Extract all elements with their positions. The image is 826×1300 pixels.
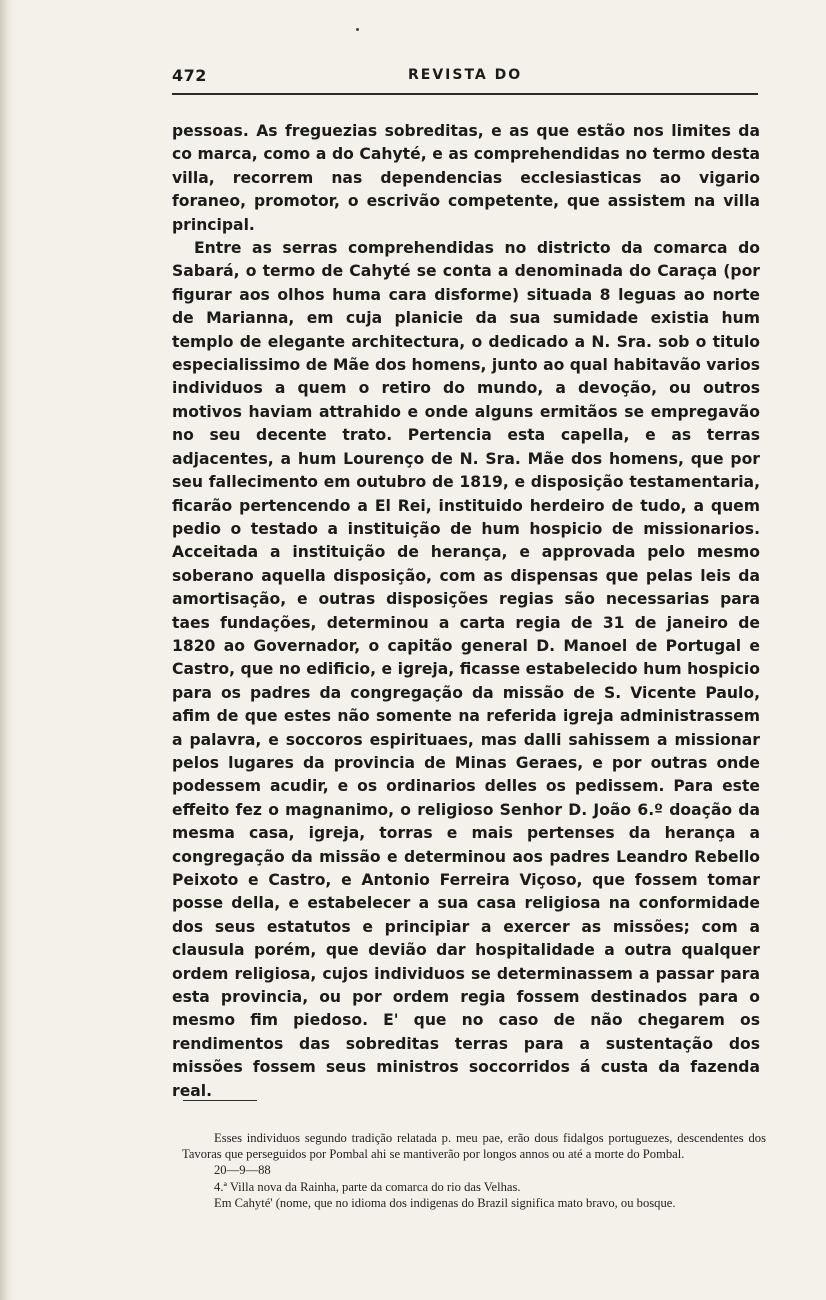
body-text (172, 120, 760, 1103)
page-binding-edge (0, 0, 14, 1300)
running-title: REVISTA DO (408, 67, 523, 83)
footnotes (182, 1130, 766, 1211)
page-number: 472 (172, 66, 207, 85)
paragraph: Entre as serras comprehendidas no districto da comarca do Sabará, o termo de Cahyté se conta a denominada do Caraça (por figurar aos olhos huma cara disforme) situada 8 leguas ao norte de Marianna, em cuja planicie da sua sumidade existia hum templo de elegante architectura, o dedicado a N. Sra. sob o titulo especialissimo de Mãe dos homens, junto ao qual habitavão varios individuos a quem o retiro do mundo, a devoção, ou outros motivos haviam attrahido e onde alguns ermitãos se empregavão no seu decente trato. Pertencia esta capella, e as terras adjacentes, a hum Lourenço de N. Sra. Mãe dos homens, que por seu fallecimento em outubro de 1819, e disposição testamentaria, ficarão pertencendo a El Rei, instituido herdeiro de tudo, a quem pedio o testado a instituição de hum hospicio de missionarios. Acceitada a instituição de herança, e approvada pelo mesmo soberano aquella disposição, com as dispensas que pelas leis da amortisação, e outras disposições regias são necessarias para taes fundações, determinou a carta regia de 31 de janeiro de 1820 ao Governador, o capitão general D. Manoel de Portugal e Castro, que no edificio, e igreja, ficasse estabelecido hum hospicio para os padres da congregação da missão de S. Vicente Paulo, afim de que estes não somente na referida igreja administrassem a palavra, e soccoros espirituaes, mas dalli sahissem a missionar pelos lugares da provincia de Minas Geraes, e por outras onde podessem acudir, e os ordinarios delles os pedissem. Para este effeito fez o magnanimo, o religioso Senhor D. João 6.º doação da mesma casa, igreja, torras e mais pertenses da herança a congregação da missão e determinou aos padres Leandro Rebello Peixoto e Castro, e Antonio Ferreira Viçoso, que fossem tomar posse della, e estabelecer a sua casa religiosa na conformidade dos seus estatutos e principiar a exercer as missões; com a clausula porém, que devião dar hospitalidade a outra qualquer ordem religiosa, cujos individuos se determinassem a passar para esta provincia, ou por ordem regia fossem destinados para o mesmo fim piedoso. E' que no caso de não chegarem os rendimentos das sobreditas terras para a sustentação dos missões fossem seus ministros soccorridos á custa da fazenda real. (172, 239, 760, 1100)
footnote: 4.ª Villa nova da Rainha, parte da comarca do rio das Velhas. (214, 1179, 521, 1194)
footnote: Em Cahyté' (nome, que no idioma dos indigenas do Brazil significa mato bravo, ou bosque. (214, 1195, 676, 1210)
footnote-rule (183, 1100, 257, 1101)
footnote-date: 20—9—88 (214, 1163, 271, 1178)
page-header (172, 66, 758, 90)
header-rule (172, 93, 758, 95)
footnote: Esses individuos segundo tradição relatada p. meu pae, erão dous fidalgos portuguezes, descendentes dos Tavoras que perseguidos por Pombal ahi se mantiverão por longos annos ou até a morte do Pombal. (182, 1131, 766, 1162)
print-speck (356, 28, 359, 31)
paragraph: pessoas. As freguezias sobreditas, e as que estão nos limites da co marca, como a do Cahyté, e as comprehendidas no termo desta villa, recorrem nas dependencias ecclesiasticas ao vigario foraneo, promotor, o escrivão competente, que assistem na villa principal. (172, 122, 760, 234)
